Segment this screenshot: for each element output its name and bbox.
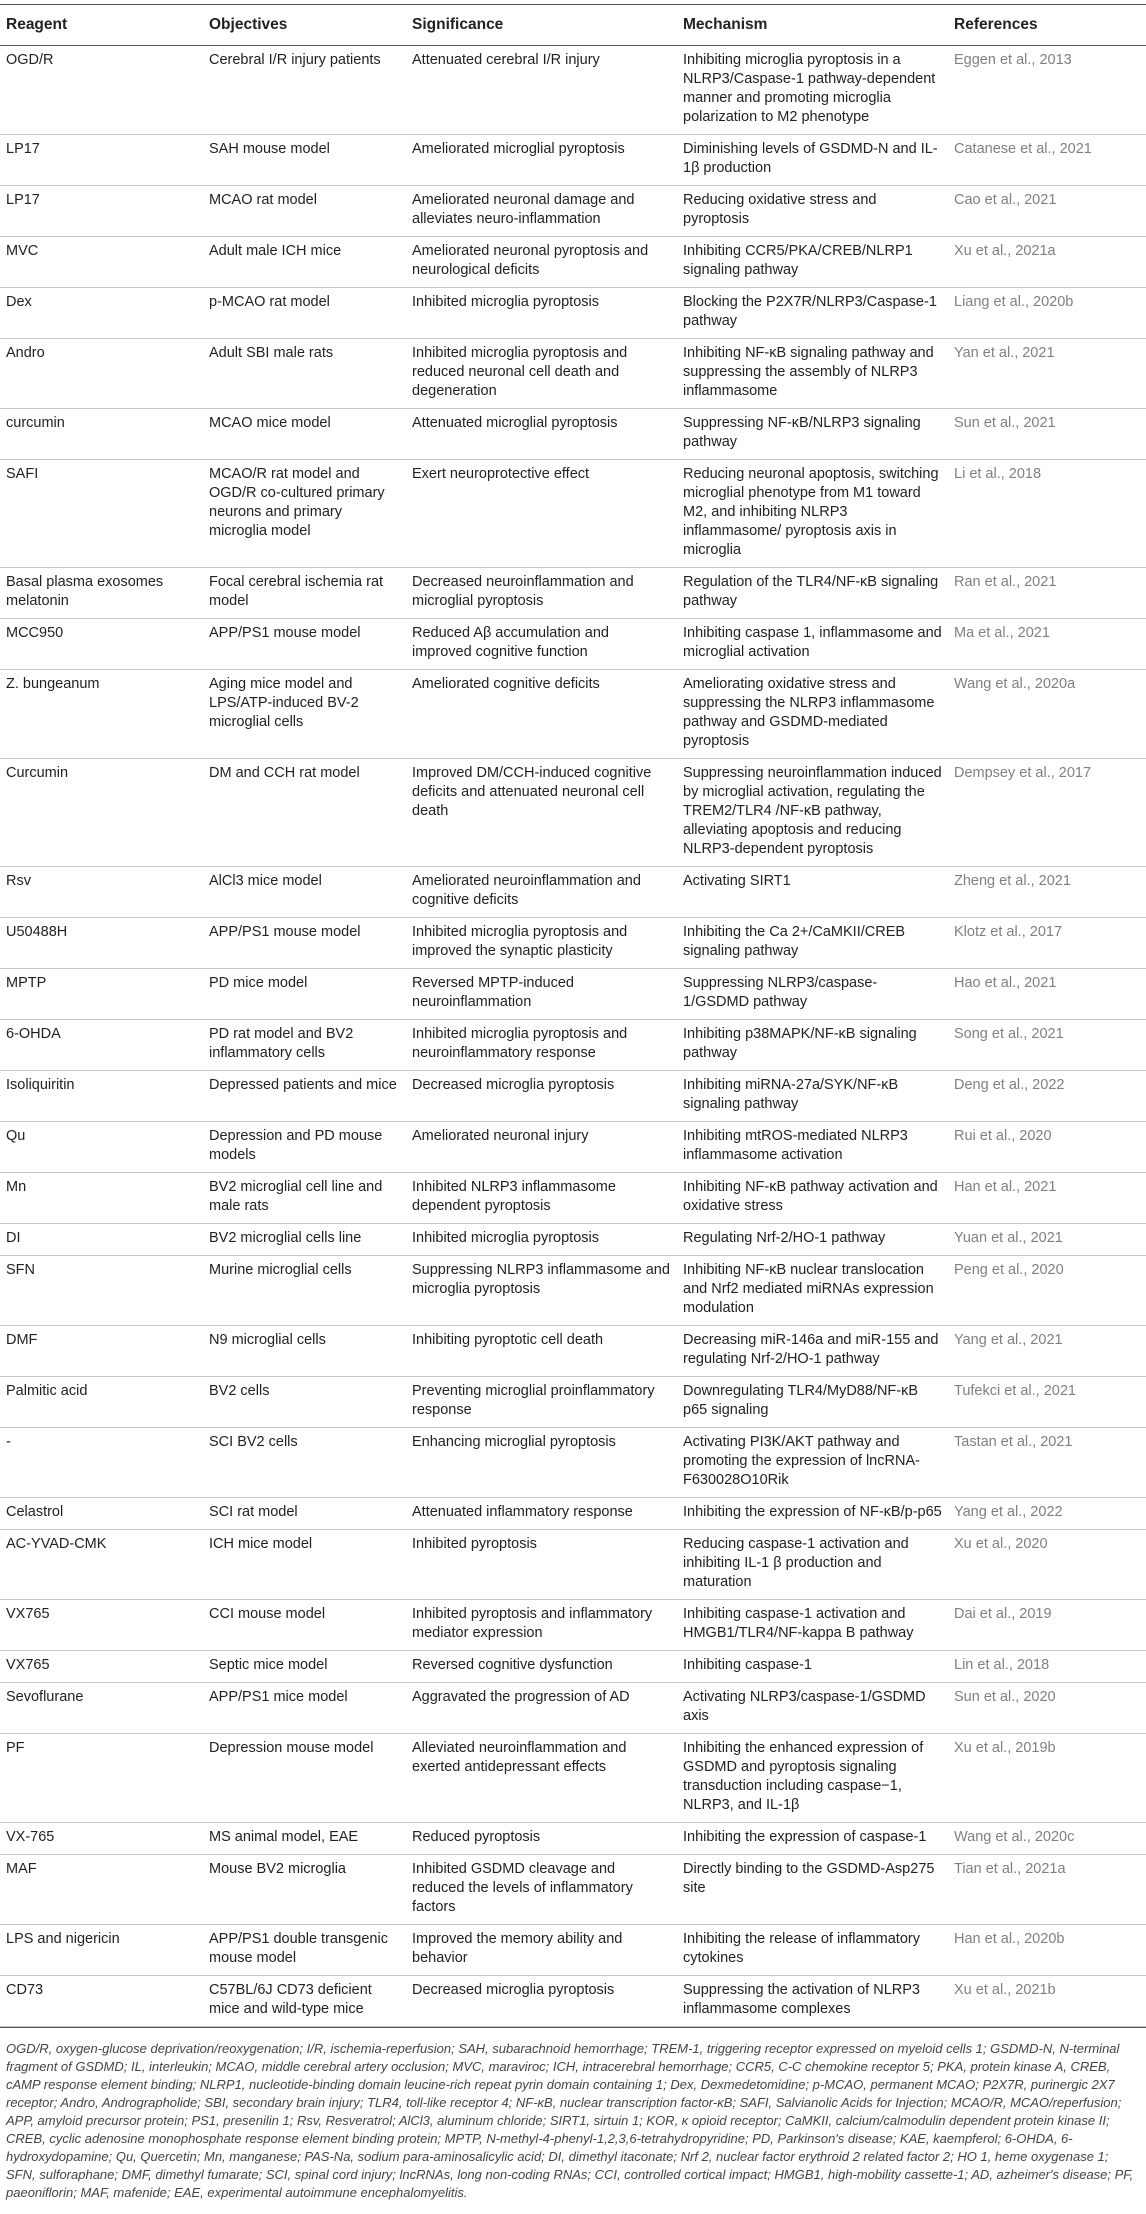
header-objectives: Objectives [209,16,288,33]
cell-reference: Dai et al., 2019 [954,1606,1052,1622]
cell-objectives: SCI BV2 cells [209,1434,298,1450]
table-row [0,460,1146,568]
cell-reference: Li et al., 2018 [954,466,1042,482]
table-row [0,1326,1146,1377]
table-body [0,46,1146,2027]
table-row [0,1823,1146,1855]
table-header [0,5,1146,46]
table-row [0,1122,1146,1173]
cell-significance: Inhibited microglia pyroptosis and reduced neuronal cell death and degeneration [412,345,628,399]
cell-objectives: MCAO rat model [209,192,317,208]
cell-significance: Ameliorated cognitive deficits [412,676,600,692]
cell-reagent: PF [6,1740,25,1756]
cell-significance: Ameliorated neuronal damage and alleviates neuro-inflammation [412,192,635,227]
cell-significance: Preventing microglial proinflammatory response [412,1383,655,1418]
cell-mechanism: Reducing neuronal apoptosis, switching microglial phenotype from M1 toward M2, and inhibiting NLRP3 inflammasome/ pyroptosis axis in microglia [683,466,939,558]
cell-significance: Ameliorated neuronal pyroptosis and neurological deficits [412,243,649,278]
cell-significance: Enhancing microglial pyroptosis [412,1434,616,1450]
cell-significance: Inhibited GSDMD cleavage and reduced the levels of inflammatory factors [412,1861,633,1915]
cell-reference: Lin et al., 2018 [954,1657,1050,1673]
table-row [0,918,1146,969]
cell-objectives: Aging mice model and LPS/ATP-induced BV-2 microglial cells [209,676,359,730]
cell-reference: Yang et al., 2022 [954,1504,1063,1520]
cell-significance: Aggravated the progression of AD [412,1689,630,1705]
cell-reagent: AC-YVAD-CMK [6,1536,107,1552]
cell-objectives: Depression mouse model [209,1740,374,1756]
cell-mechanism: Downregulating TLR4/MyD88/NF-κB p65 signaling [683,1383,919,1418]
cell-mechanism: Ameliorating oxidative stress and suppressing the NLRP3 inflammasome pathway and GSDMD-mediated pyroptosis [683,676,935,749]
table-row [0,619,1146,670]
table-row [0,1224,1146,1256]
cell-mechanism: Activating NLRP3/caspase-1/GSDMD axis [683,1689,926,1724]
cell-reference: Hao et al., 2021 [954,975,1057,991]
cell-mechanism: Inhibiting the enhanced expression of GSDMD and pyroptosis signaling transduction including caspase−1, NLRP3, and IL-1β [683,1740,924,1813]
cell-objectives: BV2 microglial cell line and male rats [209,1179,383,1214]
cell-significance: Decreased neuroinflammation and microglial pyroptosis [412,574,634,609]
cell-reference: Dempsey et al., 2017 [954,765,1092,781]
cell-significance: Suppressing NLRP3 inflammasome and microglia pyroptosis [412,1262,670,1297]
cell-objectives: C57BL/6J CD73 deficient mice and wild-type mice [209,1982,372,2017]
cell-significance: Inhibited microglia pyroptosis and neuroinflammatory response [412,1026,628,1061]
cell-mechanism: Inhibiting the release of inflammatory cytokines [683,1931,920,1966]
cell-reagent: Dex [6,294,32,310]
cell-reference: Han et al., 2020b [954,1931,1065,1947]
header-significance: Significance [412,16,504,33]
cell-reagent: Qu [6,1128,26,1144]
cell-reagent: MPTP [6,975,47,991]
cell-objectives: SCI rat model [209,1504,298,1520]
table-row [0,1925,1146,1976]
cell-mechanism: Inhibiting the Ca 2+/CaMKII/CREB signaling pathway [683,924,906,959]
cell-significance: Reversed MPTP-induced neuroinflammation [412,975,574,1010]
cell-significance: Decreased microglia pyroptosis [412,1077,615,1093]
cell-reagent: VX765 [6,1657,50,1673]
cell-objectives: APP/PS1 mouse model [209,924,361,940]
cell-reference: Xu et al., 2021a [954,243,1056,259]
cell-reagent: Isoliquiritin [6,1077,75,1093]
cell-significance: Exert neuroprotective effect [412,466,590,482]
cell-objectives: Adult SBI male rats [209,345,334,361]
table-row [0,969,1146,1020]
cell-reference: Xu et al., 2020 [954,1536,1048,1552]
cell-significance: Inhibited pyroptosis [412,1536,537,1552]
cell-mechanism: Inhibiting caspase-1 activation and HMGB1/TLR4/NF-kappa B pathway [683,1606,914,1641]
cell-mechanism: Directly binding to the GSDMD-Asp275 site [683,1861,935,1896]
cell-reference: Wang et al., 2020a [954,676,1076,692]
cell-objectives: APP/PS1 mice model [209,1689,348,1705]
table-row [0,1734,1146,1823]
cell-reference: Sun et al., 2020 [954,1689,1056,1705]
cell-reagent: curcumin [6,415,65,431]
table-row [0,186,1146,237]
cell-mechanism: Inhibiting CCR5/PKA/CREB/NLRP1 signaling pathway [683,243,913,278]
cell-significance: Inhibited microglia pyroptosis [412,294,599,310]
table-row [0,46,1146,135]
cell-objectives: ICH mice model [209,1536,313,1552]
cell-significance: Inhibited microglia pyroptosis and improved the synaptic plasticity [412,924,628,959]
cell-mechanism: Inhibiting caspase-1 [683,1657,812,1673]
cell-reagent: LP17 [6,192,40,208]
cell-reagent: Mn [6,1179,27,1195]
cell-reagent: DI [6,1230,21,1246]
cell-reference: Tufekci et al., 2021 [954,1383,1076,1399]
cell-mechanism: Inhibiting caspase 1, inflammasome and microglial activation [683,625,942,660]
cell-reference: Liang et al., 2020b [954,294,1074,310]
cell-reference: Zheng et al., 2021 [954,873,1071,889]
cell-significance: Ameliorated neuronal injury [412,1128,589,1144]
table-row [0,1173,1146,1224]
header-mechanism: Mechanism [683,16,768,33]
table-row [0,135,1146,186]
cell-significance: Attenuated cerebral I/R injury [412,52,600,68]
cell-reference: Tian et al., 2021a [954,1861,1066,1877]
cell-objectives: MCAO mice model [209,415,331,431]
cell-mechanism: Reducing caspase-1 activation and inhibiting IL-1 β production and maturation [683,1536,909,1590]
table-row [0,1428,1146,1498]
table-row [0,1530,1146,1600]
cell-reference: Yan et al., 2021 [954,345,1055,361]
cell-reference: Han et al., 2021 [954,1179,1057,1195]
cell-significance: Reduced Aβ accumulation and improved cognitive function [412,625,609,660]
cell-significance: Inhibiting pyroptotic cell death [412,1332,604,1348]
cell-mechanism: Activating SIRT1 [683,873,791,889]
table-row [0,1651,1146,1683]
cell-reagent: Andro [6,345,45,361]
cell-reference: Klotz et al., 2017 [954,924,1063,940]
cell-reagent: Palmitic acid [6,1383,88,1399]
cell-mechanism: Regulating Nrf-2/HO-1 pathway [683,1230,886,1246]
table-row [0,1020,1146,1071]
cell-reference: Yuan et al., 2021 [954,1230,1063,1246]
cell-objectives: SAH mouse model [209,141,330,157]
header-references: References [954,16,1038,33]
cell-mechanism: Inhibiting NF-κB signaling pathway and suppressing the assembly of NLRP3 inflammasome [683,345,934,399]
cell-reagent: MAF [6,1861,37,1877]
cell-reference: Rui et al., 2020 [954,1128,1052,1144]
cell-significance: Inhibited microglia pyroptosis [412,1230,599,1246]
cell-reference: Catanese et al., 2021 [954,141,1092,157]
table-row [0,1683,1146,1734]
cell-objectives: Depression and PD mouse models [209,1128,383,1163]
cell-reagent: OGD/R [6,52,54,68]
cell-significance: Attenuated microglial pyroptosis [412,415,618,431]
cell-objectives: APP/PS1 mouse model [209,625,361,641]
table-row [0,339,1146,409]
cell-objectives: DM and CCH rat model [209,765,360,781]
cell-mechanism: Inhibiting NF-κB nuclear translocation and Nrf2 mediated miRNAs expression modulation [683,1262,934,1316]
table-row [0,568,1146,619]
cell-significance: Ameliorated microglial pyroptosis [412,141,625,157]
table-row [0,1377,1146,1428]
cell-objectives: Murine microglial cells [209,1262,352,1278]
cell-reagent: 6-OHDA [6,1026,61,1042]
table-footnote: OGD/R, oxygen-glucose deprivation/reoxygenation; I/R, ischemia-reperfusion; SAH, subarachnoid hemorrhage; TREM-1, triggering receptor expressed on myeloid cells 1; GSDMD-N, N-terminal fragment of GSDMD; IL, interleukin; MCAO, middle cerebral artery occlusion; MVC, maraviroc; ICH, intracerebral hemorrhage; CCR5, C-C chemokine receptor 5; PKA, protein kinase A, CREB, cAMP response element binding; NLRP1, nucleotide-binding domain leucine-rich repeat pyrin domain containing 1; Dex, Dexmedetomidine; p-MCAO, permanent MCAO; P2X7R, purinergic 2X7 receptor; Andro, Andrographolide; SBI, secondary brain injury; TLR4, toll-like receptor 4; NF-κB, nuclear transcription factor-κB; SAFI, Salvianolic Acids for Injection; MCAO/R, MCAO/reperfusion; APP, amyloid precursor protein; PS1, presenilin 1; Rsv, Resveratrol; AlCl3, aluminum chloride; SIRT1, sirtuin 1; KOR, κ opioid receptor; CaMKII, calcium/calmodulin dependent protein kinase II; CREB, cyclic adenosine monophosphate response element binding protein; MPTP, N-methyl-4-phenyl-1,2,3,6-tetrahydropyridine; PD, Parkinson's disease; KAE, kaempferol; 6-OHDA, 6-hydroxydopamine; Qu, Quercetin; Mn, manganese; PAS-Na, sodium para-aminosalicylic acid; DI, dimethyl itaconate; Nrf 2, nuclear factor erythroid 2 related factor 2; HO 1, heme oxygenase 1; SFN, sulforaphane; DMF, dimethyl fumarate; SCI, spinal cord injury; lncRNAs, long non-coding RNAs; CCI, controlled cortical impact; HMGB1, high-mobility cassette-1; AD, azheimer's disease; PF, paeoniflorin; MAF, mafenide; EAE, experimental autoimmune encephalomyelitis. [0,2027,1146,2202]
cell-objectives: p-MCAO rat model [209,294,330,310]
cell-reference: Eggen et al., 2013 [954,52,1072,68]
cell-mechanism: Suppressing NLRP3/caspase-1/GSDMD pathway [683,975,878,1010]
cell-mechanism: Activating PI3K/AKT pathway and promoting the expression of lncRNA-F630028O10Rik [683,1434,920,1488]
table-row [0,1498,1146,1530]
cell-reagent: - [6,1434,11,1450]
cell-reference: Cao et al., 2021 [954,192,1057,208]
cell-reagent: Basal plasma exosomes melatonin [6,574,164,609]
reagent-table [0,4,1146,2027]
cell-mechanism: Reducing oxidative stress and pyroptosis [683,192,877,227]
cell-mechanism: Decreasing miR-146a and miR-155 and regulating Nrf-2/HO-1 pathway [683,1332,939,1367]
cell-mechanism: Inhibiting the expression of caspase-1 [683,1829,927,1845]
cell-reference: Sun et al., 2021 [954,415,1056,431]
cell-reference: Tastan et al., 2021 [954,1434,1073,1450]
cell-objectives: BV2 microglial cells line [209,1230,362,1246]
cell-mechanism: Suppressing neuroinflammation induced by microglial activation, regulating the TREM2/TLR4 /NF-κB pathway, alleviating apoptosis and reducing NLRP3-dependent pyroptosis [683,765,942,857]
cell-objectives: BV2 cells [209,1383,270,1399]
table-row [0,409,1146,460]
cell-significance: Reversed cognitive dysfunction [412,1657,613,1673]
table-row [0,670,1146,759]
cell-significance: Decreased microglia pyroptosis [412,1982,615,1998]
cell-mechanism: Inhibiting microglia pyroptosis in a NLRP3/Caspase-1 pathway-dependent manner and promoting microglia polarization to M2 phenotype [683,52,936,125]
cell-objectives: APP/PS1 double transgenic mouse model [209,1931,388,1966]
cell-reference: Ma et al., 2021 [954,625,1050,641]
cell-reagent: Sevoflurane [6,1689,84,1705]
cell-reagent: Celastrol [6,1504,64,1520]
cell-mechanism: Diminishing levels of GSDMD-N and IL-1β production [683,141,938,176]
cell-mechanism: Inhibiting mtROS-mediated NLRP3 inflammasome activation [683,1128,908,1163]
cell-significance: Reduced pyroptosis [412,1829,541,1845]
cell-significance: Improved the memory ability and behavior [412,1931,623,1966]
cell-reference: Xu et al., 2021b [954,1982,1056,1998]
cell-reagent: SAFI [6,466,39,482]
cell-reagent: Z. bungeanum [6,676,100,692]
cell-reference: Wang et al., 2020c [954,1829,1075,1845]
cell-objectives: Adult male ICH mice [209,243,342,259]
cell-significance: Improved DM/CCH-induced cognitive deficits and attenuated neuronal cell death [412,765,652,819]
cell-objectives: CCI mouse model [209,1606,326,1622]
cell-mechanism: Inhibiting miRNA-27a/SYK/NF-κB signaling pathway [683,1077,899,1112]
cell-objectives: PD mice model [209,975,308,991]
cell-reference: Deng et al., 2022 [954,1077,1065,1093]
cell-objectives: MCAO/R rat model and OGD/R co-cultured primary neurons and primary microglia model [209,466,385,539]
cell-reference: Yang et al., 2021 [954,1332,1063,1348]
table-row [0,1976,1146,2027]
cell-reagent: SFN [6,1262,35,1278]
cell-reference: Song et al., 2021 [954,1026,1064,1042]
cell-mechanism: Suppressing the activation of NLRP3 inflammasome complexes [683,1982,920,2017]
cell-reagent: MVC [6,243,39,259]
cell-objectives: Mouse BV2 microglia [209,1861,346,1877]
cell-objectives: Septic mice model [209,1657,328,1673]
cell-reagent: Curcumin [6,765,69,781]
table-row [0,1600,1146,1651]
cell-objectives: Depressed patients and mice [209,1077,397,1093]
cell-objectives: Focal cerebral ischemia rat model [209,574,384,609]
cell-objectives: Cerebral I/R injury patients [209,52,381,68]
table-row [0,759,1146,867]
cell-mechanism: Inhibiting p38MAPK/NF-κB signaling pathway [683,1026,917,1061]
header-reagent: Reagent [6,16,68,33]
cell-reagent: CD73 [6,1982,44,1998]
cell-mechanism: Blocking the P2X7R/NLRP3/Caspase-1 pathway [683,294,937,329]
cell-reagent: MCC950 [6,625,64,641]
cell-reagent: VX-765 [6,1829,55,1845]
cell-significance: Inhibited NLRP3 inflammasome dependent pyroptosis [412,1179,616,1214]
cell-significance: Alleviated neuroinflammation and exerted antidepressant effects [412,1740,627,1775]
cell-reference: Ran et al., 2021 [954,574,1057,590]
cell-reference: Peng et al., 2020 [954,1262,1064,1278]
cell-significance: Ameliorated neuroinflammation and cognitive deficits [412,873,641,908]
cell-significance: Inhibited pyroptosis and inflammatory mediator expression [412,1606,653,1641]
table-row [0,1855,1146,1925]
cell-mechanism: Regulation of the TLR4/NF-κB signaling pathway [683,574,939,609]
cell-objectives: N9 microglial cells [209,1332,326,1348]
table-row [0,867,1146,918]
cell-mechanism: Inhibiting NF-κB pathway activation and oxidative stress [683,1179,938,1214]
cell-objectives: AlCl3 mice model [209,873,322,889]
table-row [0,1256,1146,1326]
cell-reagent: Rsv [6,873,31,889]
cell-reagent: LPS and nigericin [6,1931,120,1947]
cell-reference: Xu et al., 2019b [954,1740,1056,1756]
header-row [0,5,1146,46]
cell-objectives: PD rat model and BV2 inflammatory cells [209,1026,354,1061]
cell-objectives: MS animal model, EAE [209,1829,359,1845]
cell-mechanism: Suppressing NF-κB/NLRP3 signaling pathway [683,415,921,450]
table-row [0,288,1146,339]
table-row [0,1071,1146,1122]
cell-reagent: DMF [6,1332,38,1348]
cell-reagent: VX765 [6,1606,50,1622]
table-row [0,237,1146,288]
cell-reagent: LP17 [6,141,40,157]
cell-significance: Attenuated inflammatory response [412,1504,633,1520]
cell-reagent: U50488H [6,924,68,940]
cell-mechanism: Inhibiting the expression of NF-κB/p-p65 [683,1504,942,1520]
